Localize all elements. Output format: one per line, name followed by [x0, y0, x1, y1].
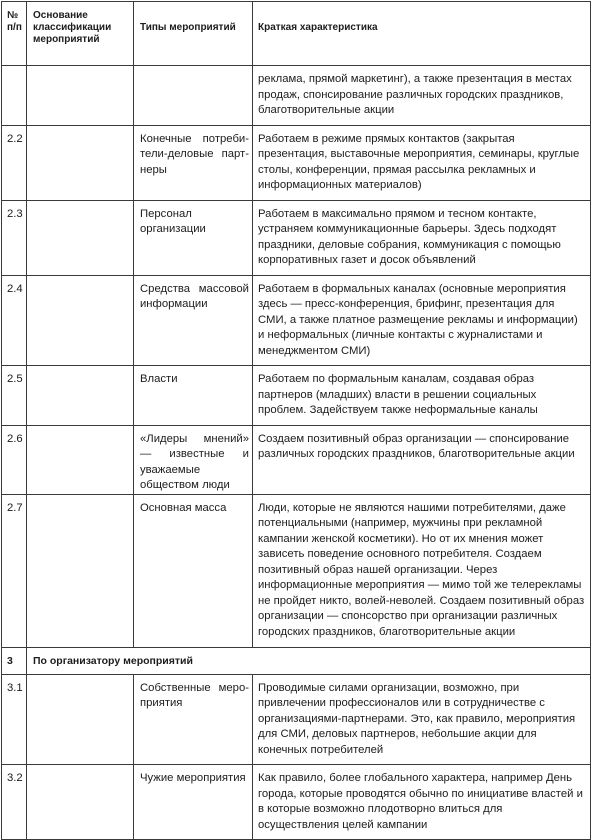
table-row: [2, 674, 591, 765]
row-type: Власти: [134, 366, 253, 426]
row-type: Собственные мероприятия: [134, 674, 253, 765]
header-basis: Основание классификации мероприятий: [27, 2, 134, 66]
row-num: 2.2: [2, 125, 27, 200]
table-row: [2, 425, 591, 494]
row-type: [134, 66, 253, 126]
row-basis: [27, 494, 134, 647]
row-description: Работаем в формальных каналах (основные мероприятия здесь — пресс-конференция, брифинг, презентация для СМИ, а также платное размещение рекламы и информации) и неформальных (личные контакты с журналистами и менеджментом СМИ): [253, 275, 591, 366]
row-type: Чужие мероприятия: [134, 765, 253, 840]
row-type: «Лидеры мнений» — известные и уважаемые обществом люди: [134, 425, 253, 494]
row-type: Персонал организации: [134, 200, 253, 275]
row-description: Как правило, более глобального характера, например День города, которые проводятся обычно по инициативе властей и в которые возможно плодотворно влиться для осуществления целей кампании: [253, 765, 591, 840]
header-num: № п/п: [2, 2, 27, 66]
row-basis: [27, 366, 134, 426]
header-types: Типы мероприятий: [134, 2, 253, 66]
row-num: 2.7: [2, 494, 27, 647]
row-basis: [27, 125, 134, 200]
table-header-row: [2, 2, 591, 66]
row-type: Основная масса: [134, 494, 253, 647]
row-description: Работаем в максимально прямом и тесном контакте, устраняем коммуникационные барьеры. Здесь подходят праздники, деловые собрания, коммуникация с помощью корпоративных газет и досок объявлений: [253, 200, 591, 275]
row-basis: [27, 275, 134, 366]
row-basis: [27, 200, 134, 275]
table-row: [2, 125, 591, 200]
row-description: Люди, которые не являются нашими потребителями, даже потенциальными (например, мужчины при рекламной кампании женской косметики). Но от их мнения может зависеть поведение основного потребителя. Создаем позитивный образ нашей организации. Через информационные мероприятия — мимо той же телерекламы не пройдет никто, волей-неволей. Создаем позитивный образ организации — спонсорство при организации различных городских праздников, благотворительные акции: [253, 494, 591, 647]
row-num: 3.2: [2, 765, 27, 840]
row-basis: [27, 66, 134, 126]
row-basis: [27, 674, 134, 765]
table-row: [2, 275, 591, 366]
row-num: 2.3: [2, 200, 27, 275]
section-num: 3: [2, 647, 27, 674]
row-description: реклама, прямой маркетинг), а также презентация в местах продаж, спонсирование различных городских праздников, благотворительные акции: [253, 66, 591, 126]
row-num: 2.4: [2, 275, 27, 366]
table-row: [2, 200, 591, 275]
row-description: Проводимые силами организации, возможно, при привлечении профессионалов или в сотрудничестве с организациями-партнерами. Это, как правило, мероприятия для СМИ, деловых партнеров, небольшие акции для конечных потребителей: [253, 674, 591, 765]
table-row: [2, 66, 591, 126]
row-description: Работаем по формальным каналам, создавая образ партнеров (младших) власти в решении социальных проблем. Задействуем также неформальные каналы: [253, 366, 591, 426]
section-label: По организатору мероприятий: [27, 647, 591, 674]
row-num: [2, 66, 27, 126]
row-type: Конечные потребители-деловые партнеры: [134, 125, 253, 200]
row-num: 3.1: [2, 674, 27, 765]
table-row: [2, 494, 591, 647]
row-description: Создаем позитивный образ организации — спонсирование различных городских праздников, благотворительные акции: [253, 425, 591, 494]
row-basis: [27, 425, 134, 494]
row-num: 2.5: [2, 366, 27, 426]
row-num: 2.6: [2, 425, 27, 494]
row-description: Работаем в режиме прямых контактов (закрытая презентация, выставочные мероприятия, семинары, круглые столы, конференции, прямая рассылка рекламных и информационных материалов): [253, 125, 591, 200]
events-classification-table: [1, 1, 591, 840]
row-basis: [27, 765, 134, 840]
table-row: [2, 765, 591, 840]
table-row: [2, 366, 591, 426]
header-description: Краткая характеристика: [253, 2, 591, 66]
row-type: Средства массовой информации: [134, 275, 253, 366]
section-row: [2, 647, 591, 674]
